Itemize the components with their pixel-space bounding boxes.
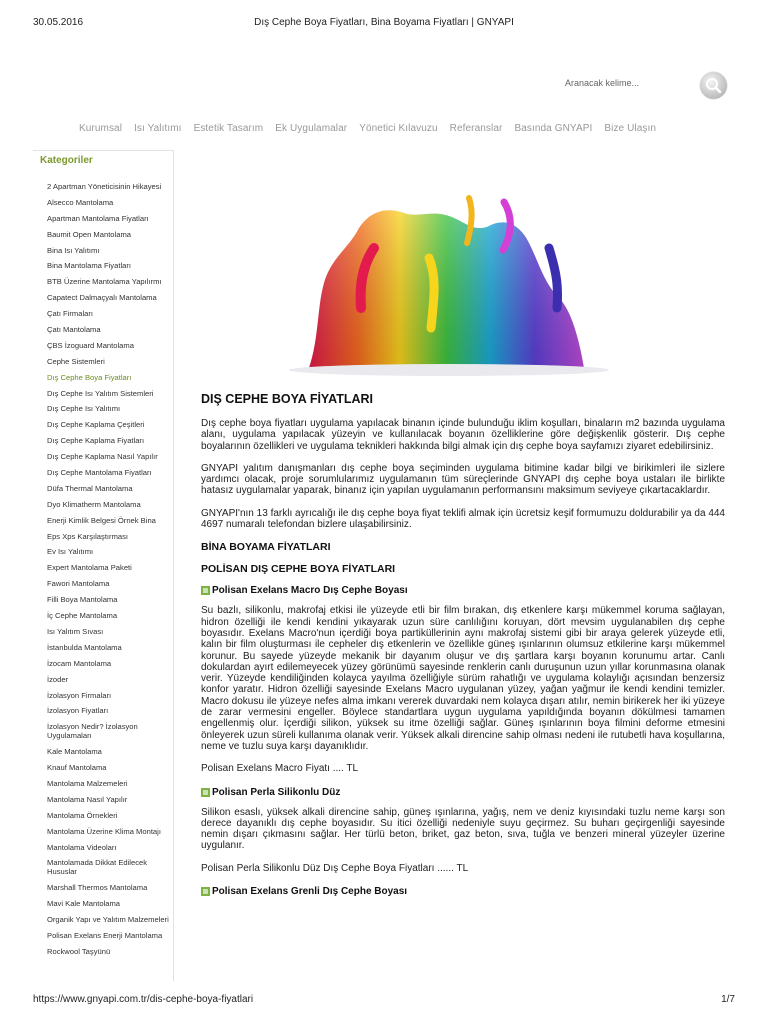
category-link[interactable]: İstanbulda Mantolama <box>47 642 122 652</box>
category-link[interactable]: Mantolama Malzemeleri <box>47 778 128 788</box>
product-price: Polisan Exelans Macro Fiyatı .... TL <box>201 763 359 775</box>
category-link[interactable]: Marshall Thermos Mantolama <box>47 883 148 893</box>
category-link[interactable]: Dış Cephe Isı Yalıtım Sistemleri <box>47 388 154 398</box>
product-heading-exelans-macro <box>201 585 725 596</box>
nav-item-yonetici-kilavuzu[interactable]: Yönetici Kılavuzu <box>359 123 438 134</box>
search-box[interactable] <box>562 72 730 102</box>
category-link[interactable]: Filli Boya Mantolama <box>47 595 118 605</box>
category-link[interactable]: Mantolama Videoları <box>47 842 117 852</box>
consultant-paragraph: GNYAPI yalıtım danışmanları dış cephe boya seçiminden uygulama bitimine kadar bilgi ve birikimleri ile sizlere yardımcı olacak, proje sorumlularımız uygulamanın tüm süreçlerinde GNYAPI dış cephe boya ustaları ile birlikte hatasız uygulamalar yaparak, binanız için yapılan uygulamanın performansını maksimum seviyeye çıkartacaklardır. <box>201 462 725 497</box>
category-link[interactable]: İzolasyon Nedir? İzolasyon Uygulamaları <box>47 722 138 741</box>
category-link[interactable]: İzocam Mantolama <box>47 658 112 668</box>
bullet-icon <box>201 788 210 797</box>
section-heading-polisan: POLİSAN DIŞ CEPHE BOYA FİYATLARI <box>201 563 396 576</box>
bullet-icon <box>201 586 210 595</box>
nav-item-ek-uygulamalar[interactable]: Ek Uygulamalar <box>275 123 348 134</box>
hero-paint-splash-image <box>199 188 725 382</box>
product-title: Polisan Exelans Macro Dış Cephe Boyası <box>212 585 408 597</box>
product-description: Su bazlı, silikonlu, makrofaj etkisi ile yüzeyde etli bir film bırakan, dış etkenlere karşı mükemmel koruma sağlayan, hidron özelliği ile kendi kendini yıkayarak uzun süre canlılığını koruyan, dört mevsim uygulanabilen dış cephe boyasıdır. Exelans Macro'nun içerdiği boya partiküllerinin aynı makrofaj sistemi gibi bir araya gelerek yüzeyde etli, kalın bir film oluşturması ile cepheler dış etkenlerin ve özellikle güneş ışınlarının olumsuz etkilerine karşı mükemmel korunur. Bu sayede yüzeyde mekanik bir dayanım oluşur ve dış şartlara karşı boyanın korunumu artar. Canlı dokulardan ayırt edilemeyecek yüzey görünümü sayesinde renklerin canlı duruşunun uzun yıllar korunmasına olanak verir. Yüzeyde kendiliğinden kolayca yayılma özelliğiyle sürüm rahatlığı ve uygulama kolaylığı açısından benzersiz konfor yaratır. Hidron özelliği sayesinde Exelans Macro uygulanan yüzey, yağan yağmur ile kendi kendini temizler. Macro dokusu ile yüzeye nefes alma imkanı vererek duvardaki nem kolayca dışarı atılır, nemin birikerek her iki yüzeye de zarar vermesini engeller. Böylece standartlara uygun uygulama yapıldığında boyanın dökülmesi tamamen engellenmiş olur. İçerdiği silikon, yüksek su itme özelliği sağlar. Güneş ışınlarının boya filmini deforme etmesini önleyerek uzun süreli kullanıma olanak verir. Yüksek alkali direncine sahip olması nedeni ile rutubetli hava koşullarına, neme ve tuzlu suya karşı dayanıklıdır. <box>201 605 725 752</box>
category-link[interactable]: Düfa Thermal Mantolama <box>47 483 133 493</box>
nav-item-referanslar[interactable]: Referanslar <box>449 123 503 134</box>
category-link[interactable]: İzolasyon Firmaları <box>47 690 112 700</box>
category-link[interactable]: Mantolama Üzerine Klima Montajı <box>47 826 161 836</box>
category-link[interactable]: Mantolama Örnekleri <box>47 810 118 820</box>
nav-item-kurumsal[interactable]: Kurumsal <box>79 123 123 134</box>
product-title: Polisan Perla Silikonlu Düz <box>212 786 341 798</box>
product-price: Polisan Perla Silikonlu Düz Dış Cephe Boya Fiyatları ...... TL <box>201 862 469 874</box>
category-link[interactable]: Isı Yalıtım Sıvası <box>47 626 104 636</box>
sidebar-title: Kategoriler <box>40 155 93 166</box>
category-link[interactable]: Dyo Klimatherm Mantolama <box>47 499 141 509</box>
category-link[interactable]: Mantolama Nasıl Yapılır <box>47 794 128 804</box>
category-link[interactable]: Organik Yapı ve Yalıtım Malzemeleri <box>47 915 169 925</box>
category-link[interactable]: Eps Xps Karşılaştırması <box>47 531 129 541</box>
category-link[interactable]: Expert Mantolama Paketi <box>47 563 132 573</box>
category-link[interactable]: İzoder <box>47 674 69 684</box>
category-link[interactable]: Ev Isı Yalıtımı <box>47 547 94 557</box>
category-link[interactable]: Knauf Mantolama <box>47 763 107 773</box>
category-link[interactable]: Çatı Mantolama <box>47 325 101 335</box>
print-url: https://www.gnyapi.com.tr/dis-cephe-boya-fiyatlari <box>33 994 254 1005</box>
category-link[interactable]: 2 Apartman Yöneticisinin Hikayesi <box>47 182 162 191</box>
category-link[interactable]: ÇBS İzoguard Mantolama <box>47 340 134 350</box>
category-link[interactable]: İç Cephe Mantolama <box>47 611 118 621</box>
product-heading-perla <box>201 787 725 798</box>
category-link[interactable]: Polisan Exelans Enerji Mantolama <box>47 930 163 940</box>
bullet-icon <box>201 887 210 896</box>
category-link[interactable]: Alsecco Mantolama <box>47 197 114 207</box>
category-link[interactable]: BTB Üzerine Mantolama Yapılırmı <box>47 277 162 287</box>
search-button[interactable] <box>700 72 727 99</box>
main-nav <box>79 123 668 134</box>
paint-splash-illustration <box>199 188 725 382</box>
category-list <box>47 182 171 963</box>
category-link[interactable]: Enerji Kimlik Belgesi Örnek Bina <box>47 515 156 525</box>
category-link[interactable]: Dış Cephe Kaplama Çeşitleri <box>47 420 145 430</box>
product-description: Silikon esaslı, yüksek alkali direncine sahip, güneş ışınlarına, yağış, nem ve deniz kıyısındaki tuzlu neme karşı son derece dayanıklı dış cephe boyasıdır. Su itici özelliği nedeniyle suyu geçirmez. Su buharı geçirgenliği sayesinde nemin dışarı çıkmasını sağlar. Her türlü beton, briket, gaz beton, sıva, tuğla ve benzeri mineral yüzeyler üzerine uygulanır. <box>201 806 725 852</box>
category-link[interactable]: Apartman Mantolama Fiyatları <box>47 213 149 223</box>
category-link[interactable]: Capatect Dalmaçyalı Mantolama <box>47 293 157 303</box>
category-sidebar <box>33 150 174 981</box>
nav-item-isi-yalitimi[interactable]: Isı Yalıtımı <box>134 123 182 134</box>
category-link[interactable]: Rockwool Taşyünü <box>47 946 111 956</box>
product-title: Polisan Exelans Grenli Dış Cephe Boyası <box>212 886 408 898</box>
category-link[interactable]: Kale Mantolama <box>47 747 102 757</box>
contact-paragraph: GNYAPI'nın 13 farklı ayrıcalığı ile dış cephe boya fiyat teklifi almak için ücretsiz keşif formumuzu doldurabilir ya da 444 4697 numaralı telefondan bizlere ulaşabilirsiniz. <box>201 507 725 531</box>
article-content <box>201 392 725 906</box>
category-link[interactable]: Dış Cephe Kaplama Fiyatları <box>47 436 145 446</box>
category-link[interactable]: Bina Mantolama Fiyatları <box>47 261 131 271</box>
category-link[interactable]: Dış Cephe Isı Yalıtımı <box>47 404 121 414</box>
nav-item-estetik-tasarim[interactable]: Estetik Tasarım <box>193 123 264 134</box>
category-link[interactable]: İzolasyon Fiyatları <box>47 706 109 716</box>
category-link[interactable]: Dış Cephe Mantolama Fiyatları <box>47 468 152 478</box>
nav-item-bize-ulasin[interactable]: Bize Ulaşın <box>604 123 657 134</box>
category-link[interactable]: Baumit Open Mantolama <box>47 229 131 239</box>
category-link[interactable]: Dış Cephe Kaplama Nasıl Yapılır <box>47 452 158 462</box>
category-link[interactable]: Cephe Sistemleri <box>47 356 105 366</box>
category-link[interactable]: Mavi Kale Mantolama <box>47 899 121 909</box>
product-heading-exelans-grenli <box>201 886 725 897</box>
page-title: DIŞ CEPHE BOYA FİYATLARI <box>201 392 374 406</box>
category-link[interactable]: Bina Isı Yalıtımı <box>47 245 100 255</box>
category-link-active[interactable]: Dış Cephe Boya Fiyatları <box>47 372 132 382</box>
print-page-number: 1/7 <box>721 994 735 1005</box>
search-icon <box>705 77 722 94</box>
category-link[interactable]: Fawori Mantolama <box>47 579 110 589</box>
category-link[interactable]: Çatı Firmaları <box>47 309 93 319</box>
nav-item-basinda-gnyapi[interactable]: Basında GNYAPI <box>514 123 593 134</box>
section-heading-bina-boyama: BİNA BOYAMA FİYATLARI <box>201 541 331 554</box>
print-date: 30.05.2016 <box>33 17 84 28</box>
print-title: Dış Cephe Boya Fiyatları, Bina Boyama Fiyatları | GNYAPI <box>254 17 514 28</box>
intro-paragraph: Dış cephe boya fiyatları uygulama yapılacak binanın içinde bulunduğu iklim koşulları, binaların m2 bazında uygulama alanı, uygulama yapılacak yüzeyin ve kullanılacak boyanın özelliklerine göre değişkenlik gösterir. Dış cephe boyalarının özellikleri ve uygulama teknikleri hakkında bilgi almak için dış cephe boya sayfamızı ziyaret edebilirsiniz. <box>201 418 725 452</box>
category-link[interactable]: Mantolamada Dikkat Edilecek Hususlar <box>47 858 148 877</box>
search-input[interactable]: Aranacak kelime... <box>565 78 640 88</box>
